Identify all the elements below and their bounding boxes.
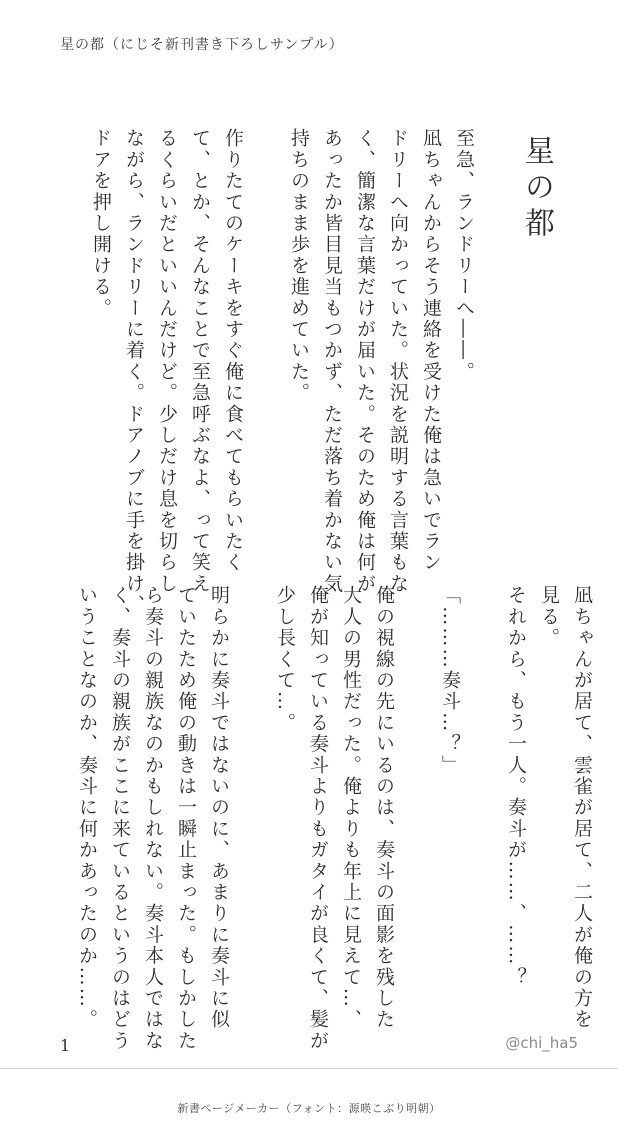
text-line: ていたため俺の動きは一瞬止まった。もしかした bbox=[175, 585, 197, 1052]
blank-line bbox=[235, 585, 268, 1051]
text-line: 大人の男性だった。俺よりも年上に見えて…、 bbox=[340, 585, 362, 1031]
text-line: ドリーへ向かっていた。状況を説明する言葉もな bbox=[387, 128, 409, 595]
text-line: 俺の視線の先にいるのは、奏斗の面影を残した bbox=[373, 585, 395, 1031]
lower-text-block bbox=[70, 585, 598, 1051]
text-line: ら奏斗の親族なのかもしれない。奏斗本人ではな bbox=[142, 585, 164, 1052]
text-line: あったか皆目見当もつかず、ただ落ち着かない気 bbox=[321, 128, 343, 595]
text-line: 凪ちゃんが居て、雲雀が居て、二人が俺の方を bbox=[571, 585, 593, 1031]
text-line: 俺が知っている奏斗よりもガタイが良くて、髪が bbox=[307, 585, 329, 1052]
upper-text-block bbox=[84, 128, 480, 616]
text-line: 至急、ランドリーへ――。 bbox=[453, 128, 475, 383]
running-title: 星の都（にじそ新刊書き下ろしサンプル） bbox=[60, 37, 344, 53]
generator-credit: 新書ページメーカー（フォント：源暎こぶり明朝） bbox=[177, 1102, 441, 1115]
dialogue-line: 「………奏斗…？」 bbox=[439, 585, 461, 776]
footer-divider bbox=[0, 1068, 618, 1069]
text-line: それから、もう一人。奏斗が……、……？ bbox=[505, 585, 527, 988]
text-line: て、とか、そんなことで至急呼ぶなよ、って笑え bbox=[189, 128, 211, 595]
text-line: 凪ちゃんからそう連絡を受けた俺は急いでラン bbox=[420, 128, 442, 574]
author-handle: @chi_ha5 bbox=[505, 1034, 578, 1052]
text-line: く、簡潔な言葉だけが届いた。そのため俺は何が bbox=[354, 128, 376, 595]
text-line: 作りたてのケーキをすぐ俺に食べてもらいたく bbox=[222, 128, 244, 574]
text-line: 少し長くて…。 bbox=[274, 585, 296, 734]
blank-line bbox=[249, 128, 282, 616]
text-line: るくらいだといいんだけど。少しだけ息を切らし bbox=[156, 128, 178, 595]
chapter-title: 星の都 bbox=[518, 135, 554, 243]
text-line: いうことなのか、奏斗に何かあったのか……。 bbox=[76, 585, 98, 1031]
page-number: 1 bbox=[60, 1036, 71, 1055]
text-line: ながら、ランドリーに着く。ドアノブに手を掛け、 bbox=[123, 128, 145, 616]
blank-line bbox=[466, 585, 499, 1051]
text-line: 持ちのまま歩を進めていた。 bbox=[288, 128, 310, 404]
text-line: ドアを押し開ける。 bbox=[90, 128, 112, 319]
blank-line bbox=[400, 585, 433, 1051]
text-line: 見る。 bbox=[538, 585, 560, 649]
text-line: く、奏斗の親族がここに来ているというのはどう bbox=[109, 585, 131, 1052]
text-line: 明らかに奏斗ではないのに、あまりに奏斗に似 bbox=[208, 585, 230, 1031]
